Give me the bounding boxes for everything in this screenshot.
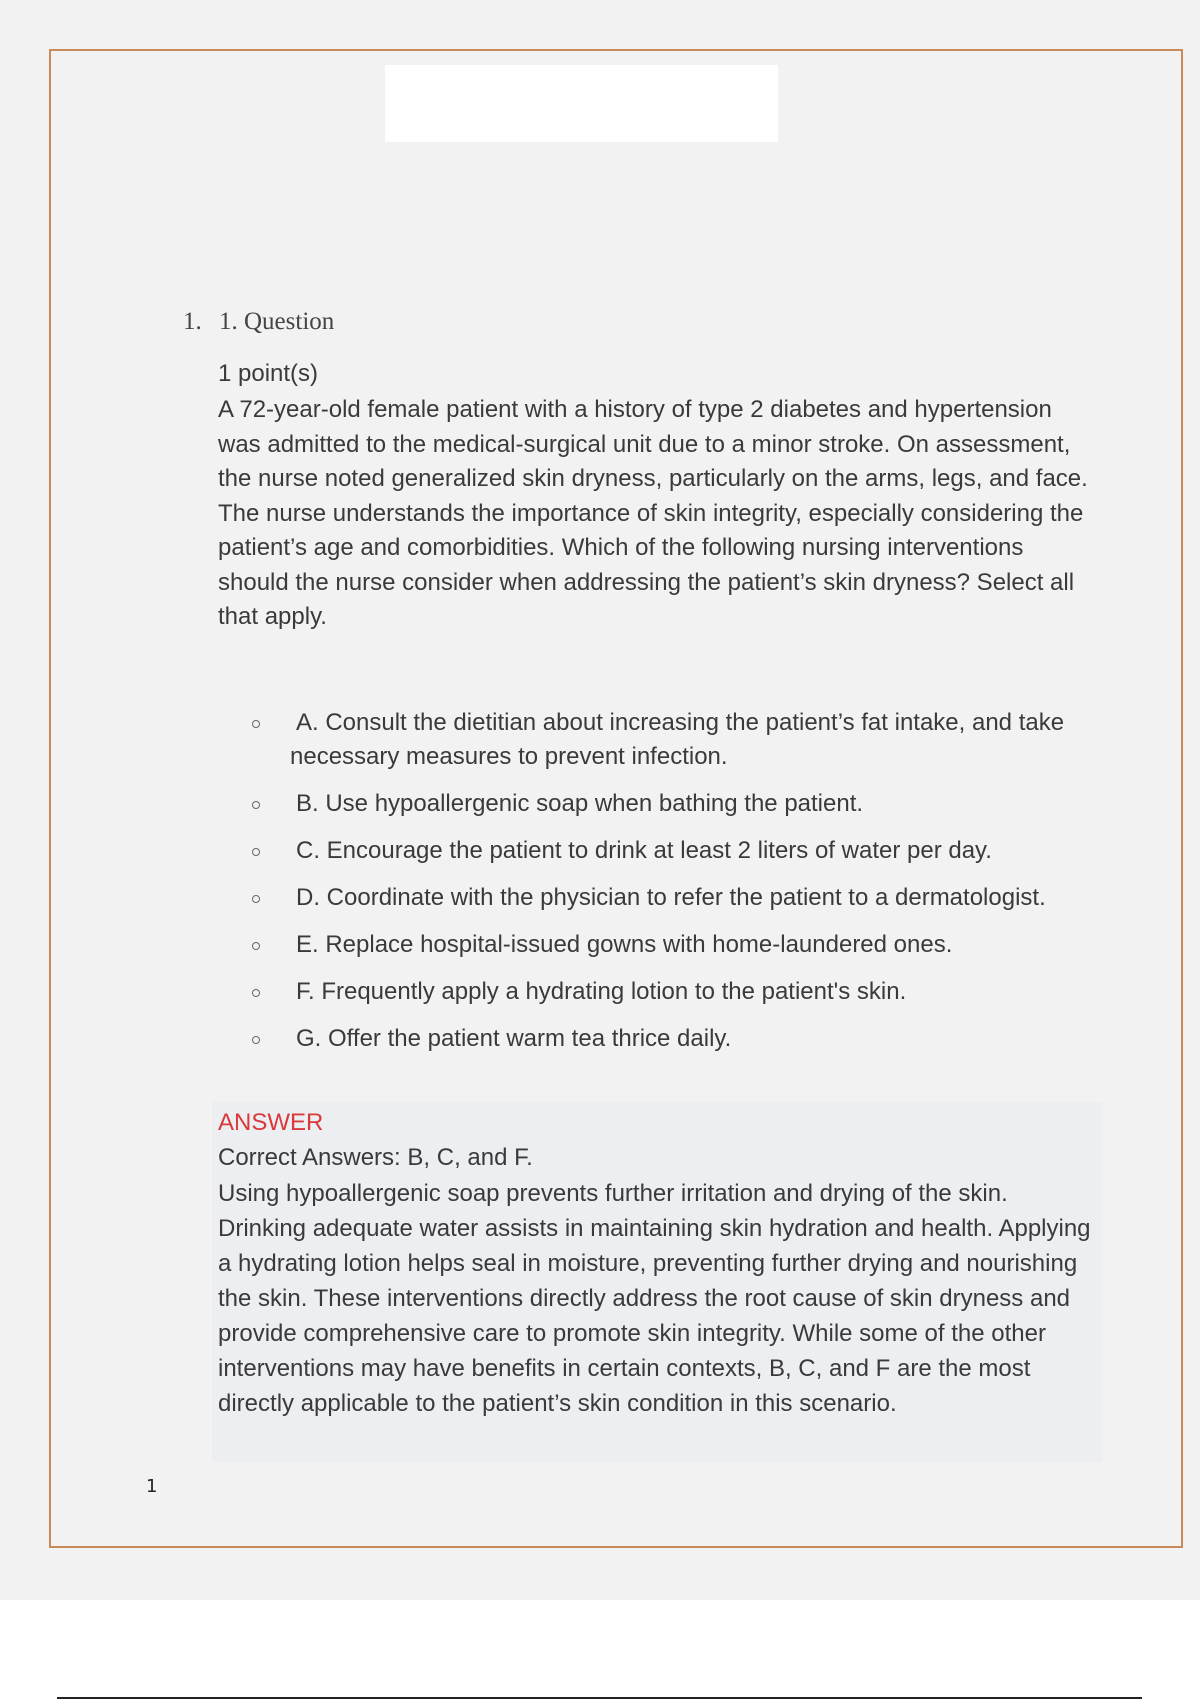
circle-bullet-icon <box>252 942 260 950</box>
option-c <box>250 834 1100 868</box>
option-e <box>250 928 1100 962</box>
circle-bullet-icon <box>252 989 260 997</box>
answer-heading: ANSWER <box>218 1109 324 1136</box>
bottom-divider <box>57 1697 1142 1699</box>
option-d <box>250 881 1100 915</box>
question-title: 1. Question <box>219 308 335 335</box>
page-number: 1 <box>146 1476 158 1497</box>
question-list-number: 1. <box>183 308 202 335</box>
circle-bullet-icon <box>252 720 260 728</box>
circle-bullet-icon <box>252 801 260 809</box>
answer-options-list <box>250 706 1100 1069</box>
option-text: G. Offer the patient warm tea thrice daily. <box>296 1025 732 1052</box>
option-text: B. Use hypoallergenic soap when bathing the patient. <box>296 790 864 817</box>
option-a <box>250 706 1100 774</box>
circle-bullet-icon <box>252 848 260 856</box>
option-f <box>250 975 1100 1009</box>
circle-bullet-icon <box>252 1036 260 1044</box>
option-text: A. Consult the dietitian about increasing the patient’s fat intake, and take necessary measures to prevent infection. <box>290 709 1065 770</box>
circle-bullet-icon <box>252 895 260 903</box>
option-text: E. Replace hospital-issued gowns with home-laundered ones. <box>296 931 953 958</box>
option-text: F. Frequently apply a hydrating lotion to the patient's skin. <box>296 978 907 1005</box>
header-blank-box <box>385 65 778 142</box>
question-text: A 72-year-old female patient with a history of type 2 diabetes and hypertension was admitted to the medical-surgical unit due to a minor stroke. On assessment, the nurse noted generalized skin dryness, particularly on the arms, legs, and face. The nurse understands the importance of skin integrity, especially considering the patient’s age and comorbidities. Which of the following nursing interventions should the nurse consider when addressing the patient’s skin dryness? Select all that apply. <box>218 396 1088 630</box>
question-points: 1 point(s) <box>218 360 319 387</box>
option-b <box>250 787 1100 821</box>
option-g <box>250 1022 1100 1056</box>
option-text: C. Encourage the patient to drink at least 2 liters of water per day. <box>296 837 992 864</box>
option-text: D. Coordinate with the physician to refer the patient to a dermatologist. <box>296 884 1046 911</box>
answer-explanation: Using hypoallergenic soap prevents further irritation and drying of the skin. Drinking adequate water assists in maintaining skin hydration and health. Applying a hydrating lotion helps seal in moisture, preventing further drying and nourishing the skin. These interventions directly address the root cause of skin dryness and provide comprehensive care to promote skin integrity. While some of the other interventions may have benefits in certain contexts, B, C, and F are the most directly applicable to the patient’s skin condition in this scenario. <box>218 1180 1091 1417</box>
correct-answers: Correct Answers: B, C, and F. <box>218 1144 533 1171</box>
